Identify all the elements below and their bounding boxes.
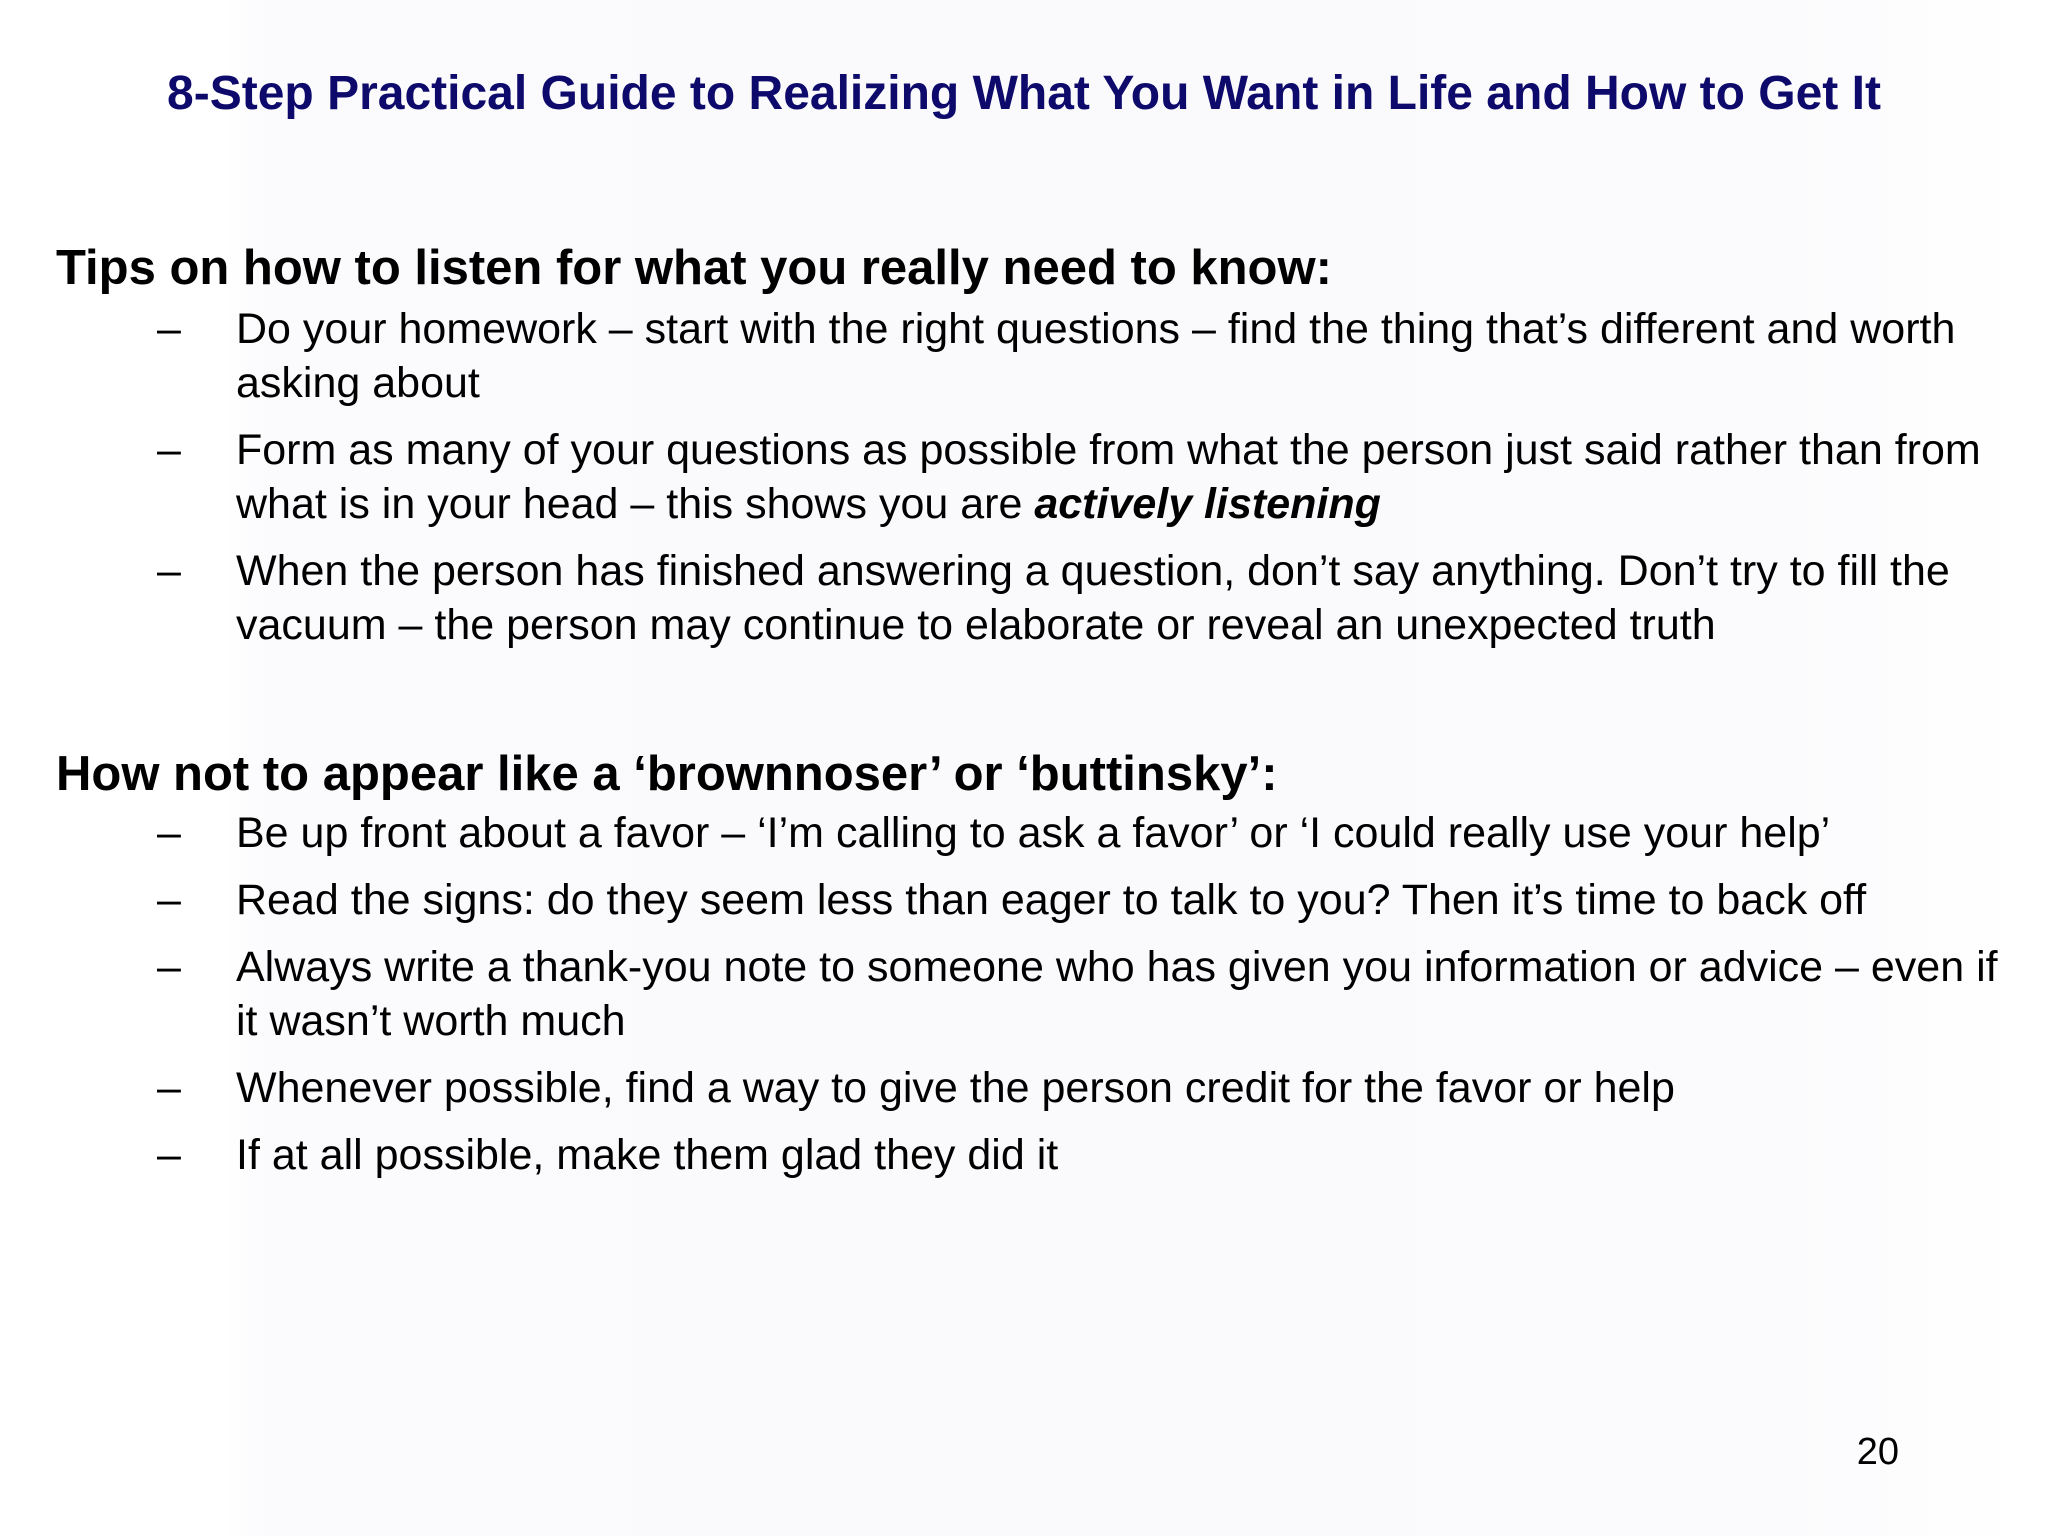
bullet-text: If at all possible, make them glad they did it [236, 1131, 1059, 1179]
bullet-item [56, 544, 2016, 652]
section-not-brownnoser [56, 742, 2016, 1182]
bullet-item [56, 806, 2016, 860]
bullet-item [56, 302, 2016, 410]
section-heading: How not to appear like a ‘brownnoser’ or ‘buttinsky’: [56, 747, 1278, 801]
bullet-text: Be up front about a favor – ‘I’m calling to ask a favor’ or ‘I could really use your help’ [236, 809, 1831, 857]
slide-title: 8-Step Practical Guide to Realizing What You Want in Life and How to Get It [167, 67, 1881, 120]
dash-bullet-icon: – [157, 305, 181, 353]
dash-bullet-icon: – [157, 1131, 181, 1179]
dash-bullet-icon: – [157, 943, 181, 991]
dash-bullet-icon: – [157, 876, 181, 924]
bullet-item [56, 423, 2016, 531]
bullet-text: When the person has finished answering a question, don’t say anything. Don’t try to fill the vacuum – the person may continue to elaborate or reveal an unexpected truth [236, 547, 1950, 649]
dash-bullet-icon: – [157, 547, 181, 595]
bullet-item [56, 1061, 2016, 1115]
section-heading: Tips on how to listen for what you really need to know: [56, 241, 1332, 295]
bullet-item [56, 1128, 2016, 1182]
bullet-text: Form as many of your questions as possible from what the person just said rather than from what is in your head – this shows you are [236, 426, 1981, 528]
dash-bullet-icon: – [157, 1064, 181, 1112]
dash-bullet-icon: – [157, 809, 181, 857]
bullet-text: Whenever possible, find a way to give the person credit for the favor or help [236, 1064, 1675, 1112]
bullet-item [56, 940, 2016, 1048]
page-number: 20 [1856, 1431, 1899, 1473]
bullet-item [56, 873, 2016, 927]
bullet-list [56, 806, 2016, 1182]
bullet-emphasis: actively listening [1034, 480, 1381, 528]
section-listening-tips [56, 236, 2016, 652]
bullet-text: Read the signs: do they seem less than eager to talk to you? Then it’s time to back off [236, 876, 1867, 924]
dash-bullet-icon: – [157, 426, 181, 474]
bullet-text: Always write a thank-you note to someone who has given you information or advice – even if it wasn’t worth much [236, 943, 1998, 1045]
bullet-list [56, 302, 2016, 652]
bullet-text: Do your homework – start with the right questions – find the thing that’s different and worth asking about [236, 305, 1956, 407]
